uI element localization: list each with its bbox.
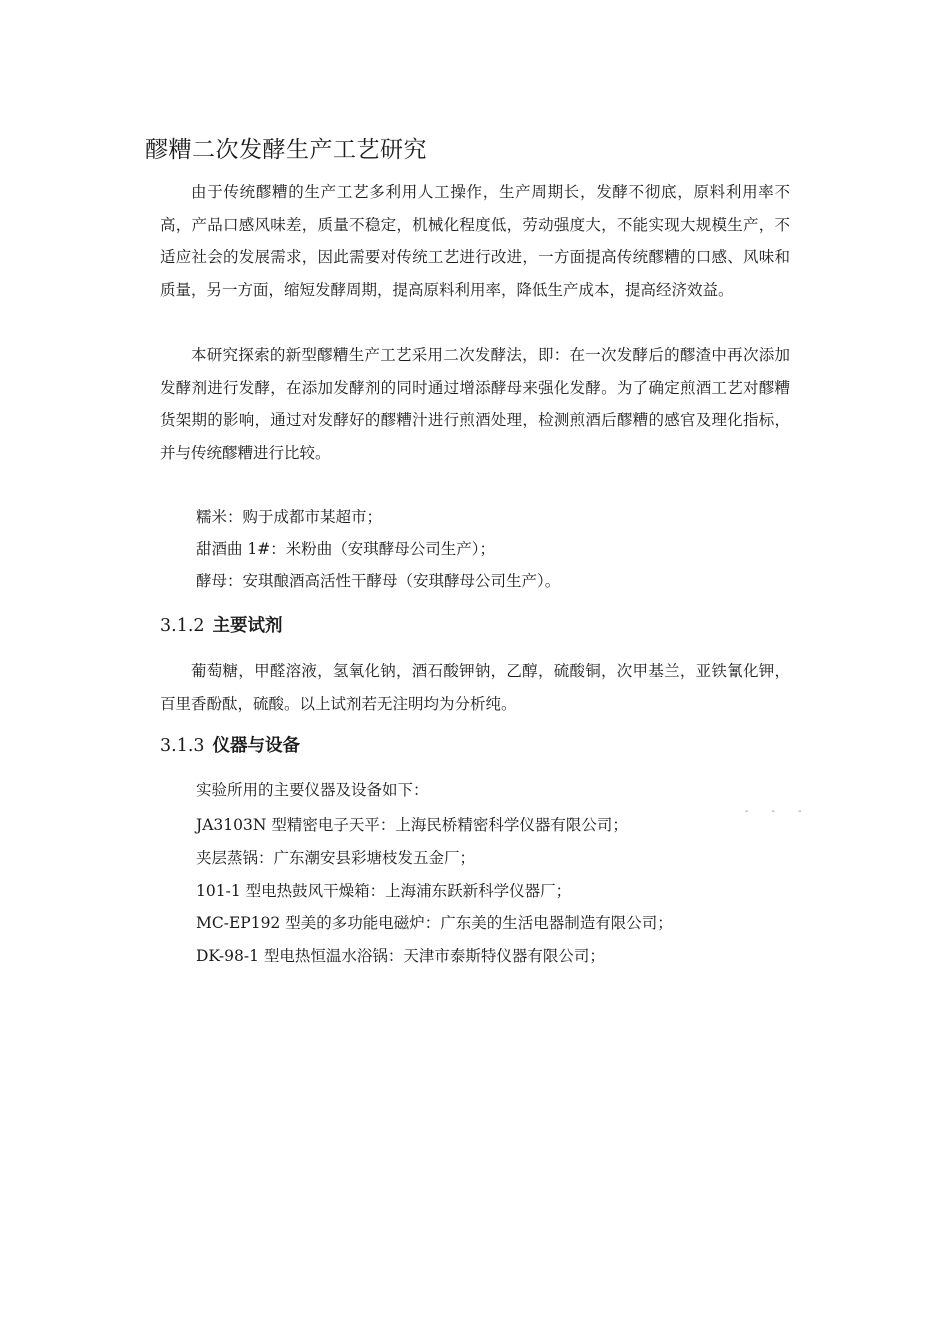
section-title: 仪器与设备 — [212, 736, 301, 756]
section-number: 3.1.2 — [160, 616, 205, 636]
instruments-intro: 实验所用的主要仪器及设备如下： — [196, 781, 429, 799]
reagents-paragraph: 葡萄糖，甲醛溶液，氢氧化钠，酒石酸钾钠，乙醇，硫酸铜，次甲基兰，亚铁氰化钾，百里香酚酞，硫酸。以上试剂若无注明均为分析纯。 — [160, 662, 790, 713]
section-heading-instruments — [160, 733, 300, 759]
instrument-item: MC-EP192 型美的多功能电磁炉：广东美的生活电器制造有限公司； — [196, 914, 673, 932]
intro-paragraph-1: 由于传统醪糟的生产工艺多利用人工操作，生产周期长，发酵不彻底，原料利用率不高，产品口感风味差，质量不稳定，机械化程度低，劳动强度大，不能实现大规模生产，不适应社会的发展需求，因此需要对传统工艺进行改进，一方面提高传统醪糟的口感、风味和质量，另一方面，缩短发酵周期，提高原料利用率，降低生产成本，提高经济效益。 — [160, 183, 790, 299]
material-item-koji: 甜酒曲 1#：米粉曲（安琪酵母公司生产）； — [196, 540, 496, 558]
section-heading-reagents — [160, 613, 283, 639]
scan-specks: - - - — [745, 806, 812, 817]
instrument-item: 101-1 型电热鼓风干燥箱：上海浦东跃新科学仪器厂； — [196, 882, 572, 900]
document-title: 醪糟二次发酵生产工艺研究 — [145, 137, 427, 163]
section-number: 3.1.3 — [160, 736, 205, 756]
instrument-item: 夹层蒸锅：广东潮安县彩塘枝发五金厂； — [196, 849, 476, 867]
instrument-item: DK-98-1 型电热恒温水浴锅：天津市泰斯特仪器有限公司； — [196, 947, 605, 965]
material-item-rice: 糯米：购于成都市某超市； — [196, 508, 383, 526]
instrument-item: JA3103N 型精密电子天平：上海民桥精密科学仪器有限公司； — [196, 816, 628, 834]
intro-paragraph-2: 本研究探索的新型醪糟生产工艺采用二次发酵法，即：在一次发酵后的醪渣中再次添加发酵剂进行发酵，在添加发酵剂的同时通过增添酵母来强化发酵。为了确定煎酒工艺对醪糟货架期的影响，通过对发酵好的醪糟汁进行煎酒处理，检测煎酒后醪糟的感官及理化指标，并与传统醪糟进行比较。 — [160, 346, 790, 462]
material-item-yeast: 酵母：安琪酿酒高活性干酵母（安琪酵母公司生产）。 — [196, 572, 561, 590]
section-title: 主要试剂 — [212, 616, 283, 636]
